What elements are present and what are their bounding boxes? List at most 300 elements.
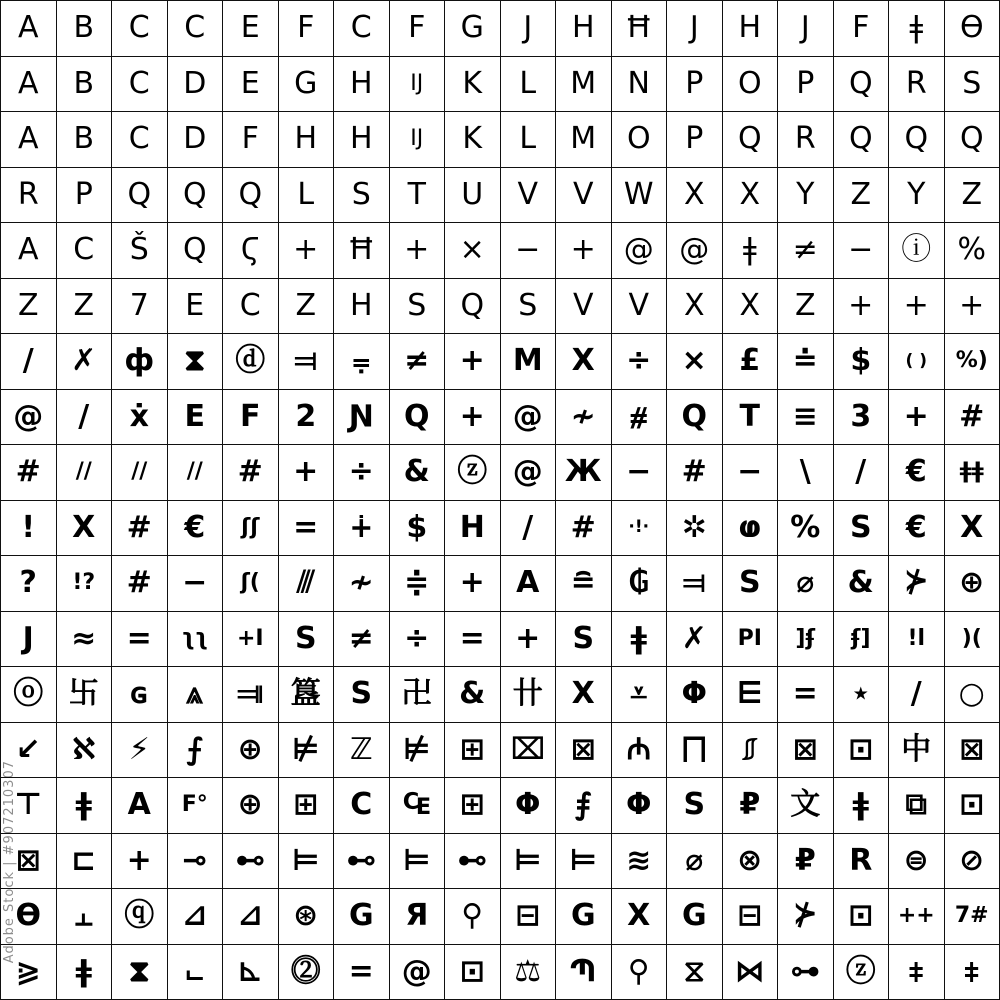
glyph-cell: Q [390,390,446,446]
glyph-cell: ≘ [556,556,612,612]
glyph-cell: ǂǂ [945,445,1000,501]
glyph-cell: ⧗ [168,334,224,390]
glyph-cell: ⊾ [223,945,279,1000]
glyph-cell: 文 [778,778,834,834]
glyph-cell: ʃʃ [223,501,279,557]
glyph-cell: ⊿ [168,889,224,945]
glyph-cell: 卐 [57,667,113,723]
glyph-cell: ⋈ [723,945,779,1000]
glyph-cell: 卄 [501,667,557,723]
glyph-cell: F [834,1,890,57]
glyph-cell: ʃ( [223,556,279,612]
glyph-cell: # [945,390,1000,446]
glyph-cell: D [168,112,224,168]
glyph-cell: Q [168,168,224,224]
glyph-cell: ₽ [723,778,779,834]
glyph-cell: @ [501,445,557,501]
glyph-cell: ǂ [723,223,779,279]
glyph-cell: F [390,1,446,57]
glyph-cell: Q [834,112,890,168]
glyph-cell: ⌧ [501,723,557,779]
glyph-cell: ⧗ [112,945,168,1000]
glyph-cell: B [57,112,113,168]
glyph-cell: ≈ [57,612,113,668]
glyph-cell: Q [889,112,945,168]
glyph-cell: # [1,445,57,501]
glyph-cell: +I [223,612,279,668]
glyph-cell: × [445,223,501,279]
glyph-cell: H [723,1,779,57]
glyph-cell: G [667,889,723,945]
glyph-cell: & [445,667,501,723]
glyph-cell: Q [223,168,279,224]
glyph-cell: + [834,279,890,335]
glyph-cell: ǂ [834,778,890,834]
glyph-cell: / [57,390,113,446]
glyph-cell: ⊡ [445,945,501,1000]
glyph-cell: ⚲ [445,889,501,945]
glyph-cell: 卍 [390,667,446,723]
glyph-cell: ⊗ [723,834,779,890]
glyph-cell: G [334,889,390,945]
glyph-cell: Z [1,279,57,335]
glyph-cell: %) [945,334,1000,390]
glyph-cell: + [445,390,501,446]
glyph-cell: V [501,168,557,224]
glyph-cell: !l [889,612,945,668]
glyph-cell: ⊨ [501,834,557,890]
glyph-cell: ⨎ [556,778,612,834]
glyph-cell: W [612,168,668,224]
glyph-cell: C [334,778,390,834]
glyph-cell: F [223,112,279,168]
glyph-cell: E [223,1,279,57]
glyph-cell: + [945,279,1000,335]
glyph-cell: G [556,889,612,945]
glyph-cell: Z [778,279,834,335]
glyph-cell: J [501,1,557,57]
glyph-cell: ⊠ [778,723,834,779]
glyph-cell: // [57,445,113,501]
glyph-cell: ⊷ [223,834,279,890]
glyph-cell: L [501,112,557,168]
glyph-cell: PI [723,612,779,668]
glyph-cell: T [390,168,446,224]
glyph-cell: ǂ [612,612,668,668]
glyph-cell: ⨽ [168,945,224,1000]
glyph-cell: / [834,445,890,501]
glyph-cell: V [556,168,612,224]
glyph-cell: ℵ [57,723,113,779]
glyph-cell: X [723,279,779,335]
glyph-cell: ⊭ [279,723,335,779]
glyph-cell: ₼ [612,723,668,779]
glyph-cell: H [334,57,390,113]
glyph-cell: ·!· [612,501,668,557]
glyph-cell: Ѳ [945,1,1000,57]
glyph-cell: ℤ [334,723,390,779]
glyph-cell: Ϛ [223,223,279,279]
glyph-cell: H [334,279,390,335]
glyph-cell: Q [723,112,779,168]
glyph-cell: Ħ [334,223,390,279]
glyph-cell: H [334,112,390,168]
glyph-cell: # [223,445,279,501]
glyph-cell: Ɲ [334,390,390,446]
glyph-cell: 7 [112,279,168,335]
glyph-cell: M [556,112,612,168]
glyph-cell: ₠ [390,778,446,834]
glyph-cell: ⓘ [889,223,945,279]
glyph-cell: // [168,445,224,501]
glyph-cell: ✲ [667,501,723,557]
glyph-cell: ⩦ [334,334,390,390]
glyph-cell: ⊛ [279,889,335,945]
glyph-cell: + [279,223,335,279]
glyph-cell: ≁ [334,556,390,612]
glyph-cell: − [834,223,890,279]
glyph-cell: B [57,1,113,57]
glyph-cell: X [57,501,113,557]
glyph-cell: M [556,57,612,113]
glyph-cell: = [778,667,834,723]
glyph-cell: ≠ [390,334,446,390]
glyph-cell: ⚡ [112,723,168,779]
glyph-cell: ⊶ [778,945,834,1000]
glyph-cell: Q [945,112,1000,168]
glyph-cell: R [1,168,57,224]
glyph-cell: ⓓ [223,334,279,390]
glyph-cell: // [112,445,168,501]
glyph-cell: ≐ [778,334,834,390]
glyph-cell: 簋 [279,667,335,723]
glyph-cell: Q [834,57,890,113]
glyph-cell: A [1,223,57,279]
glyph-cell: E [223,57,279,113]
glyph-cell: − [612,445,668,501]
glyph-cell: L [279,168,335,224]
glyph-cell: ⊡ [834,889,890,945]
glyph-cell: ⊞ [445,778,501,834]
glyph-cell: Z [279,279,335,335]
glyph-cell: × [667,334,723,390]
glyph-cell: H [556,1,612,57]
glyph-cell: V [612,279,668,335]
glyph-cell: Y [778,168,834,224]
glyph-cell: ⩓ [168,667,224,723]
glyph-cell: ⊨ [279,834,335,890]
glyph-cell: ++ [889,889,945,945]
glyph-cell: O [612,112,668,168]
glyph-cell: ⫠ [57,889,113,945]
glyph-cell: Q [168,223,224,279]
glyph-cell: G [279,57,335,113]
glyph-cell: $ [834,334,890,390]
glyph-cell: N [612,57,668,113]
glyph-cell: ⊭ [390,723,446,779]
glyph-cell: U [445,168,501,224]
glyph-cell: S [945,57,1000,113]
glyph-cell: ÷ [612,334,668,390]
glyph-cell: Պ [556,945,612,1000]
glyph-cell: P [667,57,723,113]
glyph-cell: Q [112,168,168,224]
glyph-cell: Š [112,223,168,279]
glyph-cell: + [889,279,945,335]
glyph-cell: ≠ [334,612,390,668]
glyph-cell: € [889,445,945,501]
glyph-cell: ⊕ [223,723,279,779]
glyph-cell: / [889,667,945,723]
glyph-cell: C [223,279,279,335]
glyph-cell: Ж [556,445,612,501]
glyph-cell: A [1,1,57,57]
glyph-cell: = [279,501,335,557]
glyph-cell: R [778,112,834,168]
glyph-cell: A [1,112,57,168]
glyph-cell: + [445,556,501,612]
glyph-cell: S [334,667,390,723]
glyph-cell: # [112,556,168,612]
glyph-cell: Q [667,390,723,446]
glyph-cell: ⪀ [1,945,57,1000]
glyph-cell: F [279,1,335,57]
glyph-cell: ⊿ [223,889,279,945]
glyph-cell: H [279,112,335,168]
glyph-cell: # [112,501,168,557]
glyph-cell: ↙ [1,723,57,779]
glyph-cell: C [112,112,168,168]
glyph-cell: S [834,501,890,557]
glyph-cell: ⓶ [279,945,335,1000]
glyph-cell: C [168,1,224,57]
glyph-cell: 7# [945,889,1000,945]
glyph-cell: ⊨ [556,834,612,890]
glyph-cell: + [390,223,446,279]
glyph-cell: + [501,612,557,668]
glyph-cell: R [889,57,945,113]
glyph-cell: D [168,57,224,113]
glyph-cell: S [279,612,335,668]
glyph-cell: ∔ [334,501,390,557]
glyph-cell: J [667,1,723,57]
glyph-cell: ⓩ [834,945,890,1000]
glyph-cell: ! [1,501,57,557]
glyph-cell: ( ) [889,334,945,390]
glyph-cell: V [556,279,612,335]
glyph-cell: ⊸ [168,834,224,890]
glyph-cell: ⊡ [945,778,1000,834]
glyph-cell: ʅʅ [168,612,224,668]
glyph-cell: @ [667,223,723,279]
glyph-cell: F [223,390,279,446]
glyph-cell: ✗ [57,334,113,390]
glyph-cell: ⋿ [723,667,779,723]
glyph-cell: ⊞ [279,778,335,834]
glyph-cell: ≋ [612,834,668,890]
glyph-cell: = [445,612,501,668]
glyph-cell: − [723,445,779,501]
glyph-cell: K [445,112,501,168]
glyph-cell: ⫤ [667,556,723,612]
glyph-cell: Φ [501,778,557,834]
glyph-cell: ⊁ [778,889,834,945]
stock-watermark: Adobe Stock | #907210307 [2,760,17,964]
glyph-cell: # [667,445,723,501]
glyph-cell: ⓠ [112,889,168,945]
glyph-cell: ⊘ [945,834,1000,890]
glyph-cell: + [889,390,945,446]
glyph-cell: Z [57,279,113,335]
glyph-cell: − [168,556,224,612]
glyph-cell: ? [1,556,57,612]
glyph-cell: ⓩ [445,445,501,501]
glyph-cell: 3 [834,390,890,446]
glyph-cell: ф [112,334,168,390]
glyph-cell: P [778,57,834,113]
glyph-cell: ⊠ [556,723,612,779]
glyph-cell: + [445,334,501,390]
glyph-cell: ⌀ [778,556,834,612]
glyph-cell: Φ [667,667,723,723]
glyph-cell: Ѳ [1,889,57,945]
glyph-cell: ⧖ [667,945,723,1000]
glyph-cell: J [778,1,834,57]
glyph-cell: @ [501,390,557,446]
glyph-cell: = [334,945,390,1000]
glyph-cell: − [501,223,557,279]
glyph-cell: ⚖ [501,945,557,1000]
glyph-cell: € [168,501,224,557]
glyph-cell: ⧧ [889,945,945,1000]
glyph-cell: X [612,889,668,945]
glyph-cell: ǂ [57,778,113,834]
glyph-cell: £ [723,334,779,390]
glyph-cell: ǂ [889,1,945,57]
glyph-cell: A [1,57,57,113]
glyph-cell: ≁ [556,390,612,446]
glyph-cell: + [556,223,612,279]
glyph-cell: ÷ [334,445,390,501]
glyph-cell: ⫤ [279,334,335,390]
glyph-cell: # [556,501,612,557]
glyph-cell: $ [390,501,446,557]
glyph-cell: T [723,390,779,446]
glyph-cell: + [279,445,335,501]
glyph-cell: Z [945,168,1000,224]
glyph-cell: X [667,279,723,335]
glyph-cell: ǂ [57,945,113,1000]
glyph-cell: Я [390,889,446,945]
glyph-cell: / [1,334,57,390]
glyph-cell: ⊟ [501,889,557,945]
glyph-cell: X [556,667,612,723]
glyph-cell: ⧣ [612,390,668,446]
glyph-cell: L [501,57,557,113]
glyph-cell: S [556,612,612,668]
glyph-cell: S [390,279,446,335]
glyph-cell: O [723,57,779,113]
glyph-cell: H [445,501,501,557]
glyph-cell: )( [945,612,1000,668]
glyph-cell: C [112,1,168,57]
glyph-cell: ⊁ [889,556,945,612]
glyph-cell: S [667,778,723,834]
glyph-cell: ⧧ [945,945,1000,1000]
glyph-cell: ⩡ [612,667,668,723]
glyph-cell: / [501,501,557,557]
glyph-cell: + [112,834,168,890]
glyph-cell: C [57,223,113,279]
glyph-cell: ⊕ [945,556,1000,612]
glyph-cell: ⊷ [445,834,501,890]
glyph-cell: M [501,334,557,390]
glyph-cell: € [889,501,945,557]
glyph-cell: J [1,612,57,668]
glyph-cell: A [501,556,557,612]
glyph-cell: K [445,57,501,113]
glyph-cell: Q [445,279,501,335]
glyph-cell: C [334,1,390,57]
glyph-cell: ✗ [667,612,723,668]
glyph-cell: Ħ [612,1,668,57]
glyph-cell: ⊕ [223,778,279,834]
glyph-cell: S [334,168,390,224]
glyph-cell: ⌀ [667,834,723,890]
glyph-cell: @ [390,945,446,1000]
glyph-cell: P [57,168,113,224]
glyph-cell: A [112,778,168,834]
glyph-cell: G [445,1,501,57]
glyph-cell: ⓞ [1,667,57,723]
glyph-cell: B [57,57,113,113]
glyph-cell: E [168,279,224,335]
glyph-cell: ⨅ [667,723,723,779]
glyph-cell: S [723,556,779,612]
glyph-cell: % [778,501,834,557]
glyph-cell: ⊞ [445,723,501,779]
glyph-cell: ⧉ [889,778,945,834]
glyph-cell: ≠ [778,223,834,279]
glyph-cell: Y [889,168,945,224]
glyph-cell: ⨍ [168,723,224,779]
glyph-cell: F° [168,778,224,834]
glyph-cell: 中 [889,723,945,779]
glyph-cell: ⚲ [612,945,668,1000]
glyph-cell: Φ [612,778,668,834]
glyph-cell: ₲ [612,556,668,612]
glyph-cell: \ [778,445,834,501]
glyph-cell: % [945,223,1000,279]
glyph-cell: ≡ [778,390,834,446]
glyph-cell: ⊡ [834,723,890,779]
glyph-cell: & [390,445,446,501]
glyph-cell: R [834,834,890,890]
glyph-cell: ⊟ [723,889,779,945]
glyph-cell: ₽ [778,834,834,890]
glyph-cell: IJ [390,57,446,113]
glyph-cell: ○ [945,667,1000,723]
glyph-cell: ⋆ [834,667,890,723]
glyph-cell: ]ʄ [778,612,834,668]
glyph-cell: C [112,57,168,113]
glyph-cell: ʄ] [834,612,890,668]
glyph-cell: ẋ [112,390,168,446]
glyph-cell: X [556,334,612,390]
glyph-cell: IJ [390,112,446,168]
glyph-cell: P [667,112,723,168]
glyph-cell: = [112,612,168,668]
